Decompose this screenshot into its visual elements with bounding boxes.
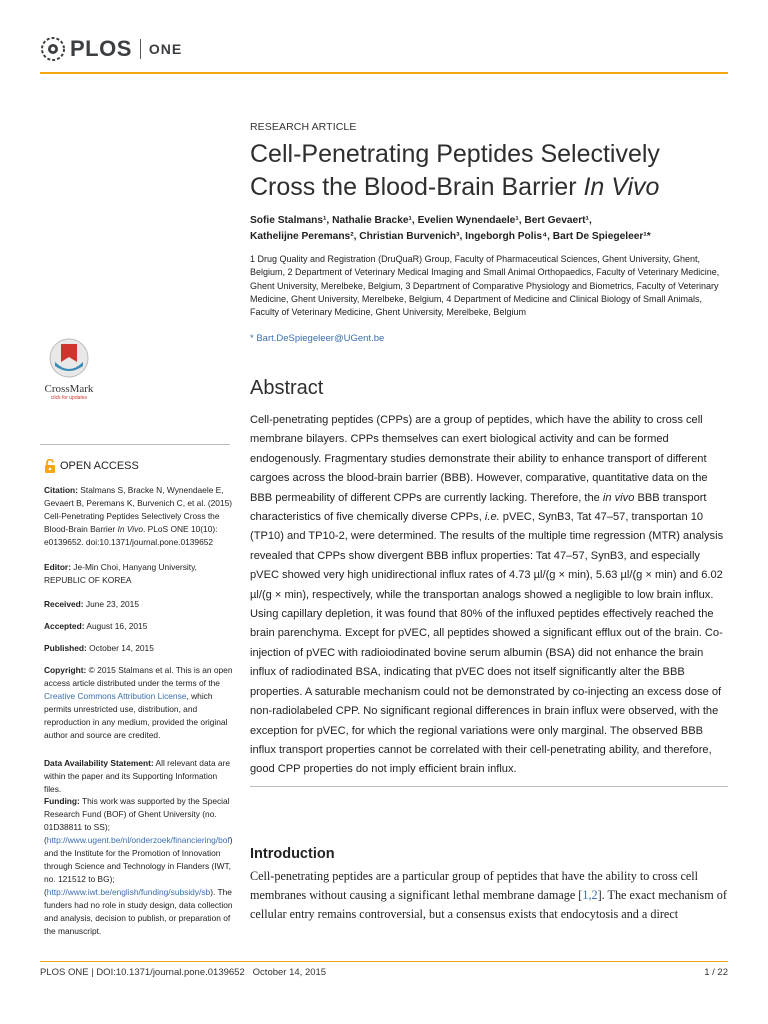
open-access-text: OPEN ACCESS (60, 460, 139, 472)
abstract-heading: Abstract (250, 377, 324, 399)
citation-block: Citation: Stalmans S, Bracke N, Wynendaele E, Gevaert B, Peremans K, Burvenich C, et al. (2015) Cell-Penetrating Peptides Selectively Cross the Blood-Brain Barrier In Vivo. PLoS ONE 10(10): e0139652. doi:10.1371/journal.pone.0139652 (44, 485, 233, 547)
abstract-text: Cell-penetrating peptides (CPPs) are a group of peptides, which have the ability to cross cell membrane bilayers. CPPs themselves can exert biological activity and can be formed endogenously. Fragmentary studies demonstrate their ability to enhance transport of different cargoes across the blood-brain barrier (BBB). However, comparative, quantitative data on the BBB permeability of different CPPs are currently lacking. Therefore, the in vivo BBB transport characteristics of five chemically diverse CPPs, i.e. pVEC, SynB3, Tat 47–57, transportan 10 (TP10) and TP10-2, were determined. The results of the multiple time regression (MTR) analysis revealed that CPPs show divergent BBB influx properties: Tat 47–57, SynB3, and especially pVEC showed very high unidirectional influx rates of 4.73 µl/(g × min), 5.63 µl/(g × min) and 6.02 µl/(g × min), respectively, while the transportan analogs showed a negligible to low brain influx. Using capillary depletion, it was found that 80% of the influxed peptides effectively reached the brain parenchyma. Except for pVEC, all peptides showed a significant efflux out of the brain. Co-injection of pVEC with radioiodinated bovine serum albumin (BSA) did not enhance the brain influx of radiodinated BSA, indicating that pVEC does not itself significantly alter the BBB properties. A saturable mechanism could not be demonstrated by co-injecting an excess dose of non-radiolabeled CPP. No significant regional differences in brain influx were observed, with the exception for pVEC, for which the regional variations were only marginal. The observed BBB influx transport properties cannot be correlated with their cell-penetrating ability, and therefore, good CPP properties do not imply efficient brain influx. (250, 414, 724, 776)
affiliations: 1 Drug Quality and Registration (DruQuaR) Group, Faculty of Pharmaceutical Sciences, Ghent University, Ghent, Belgium, 2 Department of Veterinary Medical Imaging and Small Animal Orthopaedics, Faculty of Veterinary Medicine, Ghent University, Merelbeke, Belgium, 3 Department of Comparative Physiology and Biometrics, Faculty of Veterinary Medicine, Ghent University, Merelbeke, Belgium, 4 Department of Medicine and Clinical Biology of Small Animals, Faculty of Veterinary Medicine, Ghent University, Merelbeke, Belgium (250, 254, 720, 318)
crossmark-badge[interactable] (40, 338, 98, 401)
article-type: RESEARCH ARTICLE (250, 121, 357, 133)
iwt-funding-link[interactable]: http://www.iwt.be/english/funding/subsidy/sb (46, 887, 211, 897)
brand-divider (140, 39, 141, 59)
open-access-label (44, 459, 139, 473)
copyright-block: Copyright: © 2015 Stalmans et al. This is an open access article distributed under the terms of the Creative Commons Attribution License, which permits unrestricted use, distribution, and reproduction in any medium, provided the original author and source are credited. (44, 665, 233, 740)
article-title: Cell-Penetrating Peptides Selectively Cross the Blood-Brain Barrier In Vivo (250, 140, 660, 201)
corresponding-email[interactable]: * Bart.DeSpiegeleer@UGent.be (250, 333, 385, 344)
open-lock-icon (44, 459, 56, 473)
funding-block: Funding: This work was supported by the Special Research Fund (BOF) of Ghent University (no. 01D38811 to SS); (http://www.ugent.be/nl/onderzoek/financiering/bof) and the Institute for the Promotion of Innovation through Science and Technology in Flanders (IWT, no. 121512 to BG); (http://www.iwt.be/english/funding/subsidy/sb). The funders had no role in study design, data collection and analysis, decision to publish, or preparation of the manuscript. (44, 796, 233, 936)
author-list (250, 213, 730, 245)
authors-line-1: Sofie Stalmans¹, Nathalie Bracke¹, Evelien Wynendaele¹, Bert Gevaert¹, (250, 215, 592, 226)
page-number: 1 / 22 (704, 967, 728, 978)
introduction-heading: Introduction (250, 846, 335, 862)
abstract-rule (250, 786, 728, 787)
plos-logo-icon (40, 36, 66, 62)
crossmark-label: CrossMark (44, 383, 94, 395)
introduction-text: Cell-penetrating peptides are a particular group of peptides that have the ability to cross cell membranes without causing a significant lethal membrane damage [1,2]. The exact mechanism of cellular entry remains controversial, but a consensus exists that endocytosis and a direct (250, 869, 727, 921)
received-block: Received: June 23, 2015 (44, 599, 139, 609)
sidebar-rule (40, 444, 230, 445)
plos-logo (40, 36, 182, 62)
footer-citation: PLOS ONE | DOI:10.1371/journal.pone.0139652 October 14, 2015 (40, 967, 327, 978)
cc-license-link[interactable]: Creative Commons Attribution License (44, 691, 187, 701)
brand-name: PLOS (70, 36, 132, 61)
journal-name: ONE (148, 41, 183, 57)
authors-line-2: Kathelijne Peremans², Christian Burvenich³, Ingeborgh Polis⁴, Bart De Spiegeleer¹* (250, 231, 651, 242)
footer-rule (40, 961, 728, 962)
published-block: Published: October 14, 2015 (44, 643, 154, 653)
crossmark-sublabel: click for updates (50, 395, 88, 401)
editor-block: Editor: Je-Min Choi, Hanyang University, REPUBLIC OF KOREA (44, 562, 197, 585)
bof-funding-link[interactable]: http://www.ugent.be/nl/onderzoek/financiering/bof (46, 835, 230, 845)
data-availability-block: Data Availability Statement: All relevant data are within the paper and its Supporting Information files. (44, 758, 231, 794)
accepted-block: Accepted: August 16, 2015 (44, 621, 148, 631)
reference-link[interactable]: 1,2 (582, 888, 598, 902)
header-rule (40, 72, 728, 74)
crossmark-icon (49, 338, 89, 378)
